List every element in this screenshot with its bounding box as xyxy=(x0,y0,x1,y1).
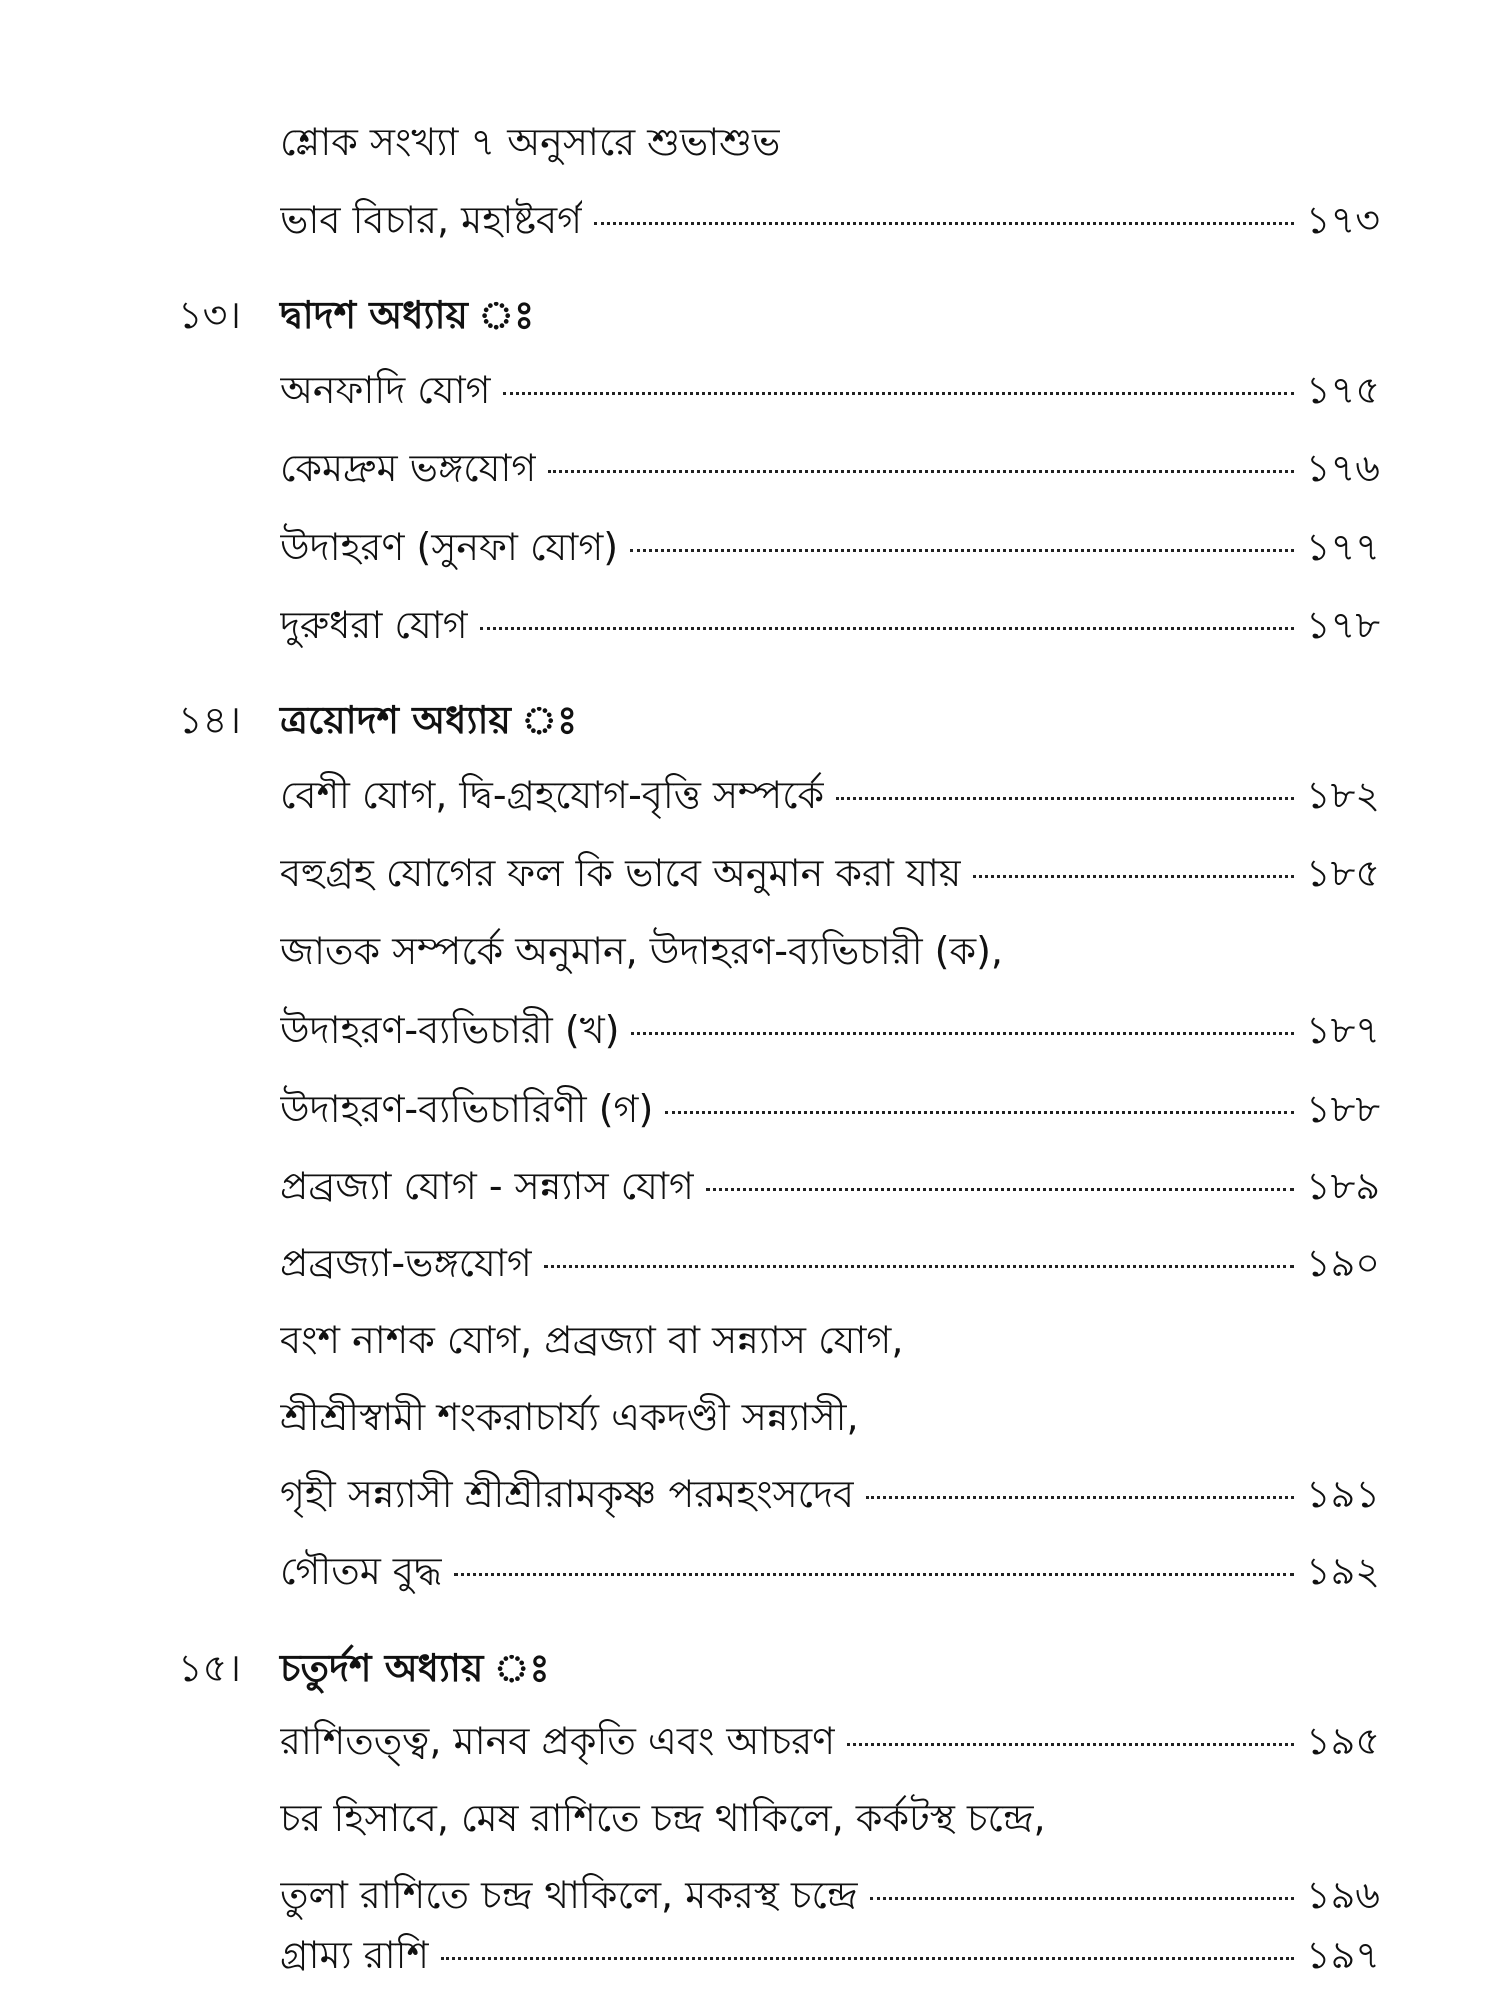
toc-entry xyxy=(280,1156,1380,1216)
toc-page-number: ১৭৭ xyxy=(1305,525,1380,569)
chapter-heading xyxy=(178,1638,550,1698)
toc-entry-text: বংশ নাশক যোগ, প্রব্রজ্যা বা সন্ন্যাস যোগ, xyxy=(280,1318,904,1362)
dot-leader xyxy=(503,392,1294,395)
toc-page-number: ১৯১ xyxy=(1306,1472,1380,1516)
toc-entry-text: কেমদ্রুম ভঙ্গযোগ xyxy=(280,446,537,490)
toc-entry-text: শ্রীশ্রীস্বামী শংকরাচার্য্য একদণ্ডী সন্ন্যাসী, xyxy=(280,1395,859,1439)
dot-leader xyxy=(454,1573,1294,1576)
toc-entry-text: উদাহরণ-ব্যভিচারী (খ) xyxy=(280,1008,620,1052)
dot-leader xyxy=(594,222,1294,225)
toc-page-number: ১৮৯ xyxy=(1306,1164,1380,1208)
toc-entry-continuation xyxy=(280,1310,1380,1370)
toc-page-number: ১৮২ xyxy=(1305,773,1380,817)
toc-entry-continuation xyxy=(280,112,1380,172)
dot-leader xyxy=(480,627,1294,630)
toc-entry xyxy=(280,1541,1380,1601)
toc-page-number: ১৯৫ xyxy=(1306,1719,1380,1763)
toc-page-number: ১৯২ xyxy=(1305,1549,1380,1593)
toc-page-number: ১৮৫ xyxy=(1306,851,1380,895)
toc-page-number: ১৮৮ xyxy=(1306,1087,1380,1131)
toc-entry xyxy=(280,1233,1380,1293)
dot-leader xyxy=(836,797,1294,800)
toc-entry xyxy=(280,1865,1380,1925)
dot-leader xyxy=(631,1032,1293,1035)
toc-entry xyxy=(280,517,1380,577)
chapter-heading xyxy=(178,690,577,750)
toc-entry-text: তুলা রাশিতে চন্দ্র থাকিলে, মকরস্থ চন্দ্রে xyxy=(280,1873,858,1917)
toc-entry-continuation xyxy=(280,921,1380,981)
dot-leader xyxy=(847,1743,1294,1746)
dot-leader xyxy=(665,1111,1294,1114)
toc-entry-text: অনফাদি যোগ xyxy=(280,368,491,412)
toc-page-number: ১৯৬ xyxy=(1305,1873,1380,1917)
chapter-title: ত্রয়োদশ অধ্যায় ঃ xyxy=(280,698,578,742)
toc-entry-text: উদাহরণ-ব্যভিচারিণী (গ) xyxy=(280,1087,654,1131)
toc-entry xyxy=(280,595,1380,655)
dot-leader xyxy=(706,1188,1294,1191)
toc-entry-text: প্রব্রজ্যা-ভঙ্গযোগ xyxy=(280,1241,532,1285)
toc-page-number: ১৮৭ xyxy=(1305,1008,1380,1052)
chapter-number: ১৩। xyxy=(178,293,241,337)
chapter-heading xyxy=(178,285,534,345)
toc-entry-text: প্রব্রজ্যা যোগ - সন্ন্যাস যোগ xyxy=(280,1164,694,1208)
chapter-title: চতুর্দশ অধ্যায় ঃ xyxy=(280,1646,550,1690)
chapter-number: ১৫। xyxy=(178,1646,241,1690)
toc-entry-text: গ্রাম্য রাশি xyxy=(280,1933,429,1977)
toc-entry xyxy=(280,1079,1380,1139)
toc-page-number: ১৭৩ xyxy=(1305,198,1380,242)
dot-leader xyxy=(544,1265,1294,1268)
toc-entry xyxy=(280,843,1380,903)
dot-leader xyxy=(973,875,1294,878)
toc-entry-text: বহুগ্রহ যোগের ফল কি ভাবে অনুমান করা যায় xyxy=(280,851,962,895)
toc-entry-text: গৌতম বুদ্ধ xyxy=(280,1549,442,1593)
dot-leader xyxy=(870,1897,1294,1900)
toc-page-number: ১৭৬ xyxy=(1305,446,1380,490)
toc-entry xyxy=(280,1000,1380,1060)
toc-page-number: ১৭৫ xyxy=(1305,368,1380,412)
toc-entry xyxy=(280,360,1380,420)
toc-entry xyxy=(280,438,1380,498)
dot-leader xyxy=(441,1957,1294,1960)
toc-page-number: ১৯৭ xyxy=(1305,1933,1380,1977)
toc-entry xyxy=(280,765,1380,825)
toc-entry-text: দুরুধরা যোগ xyxy=(280,603,468,647)
chapter-title: দ্বাদশ অধ্যায় ঃ xyxy=(280,293,535,337)
toc-page-number: ১৯০ xyxy=(1305,1241,1380,1285)
dot-leader xyxy=(630,549,1294,552)
toc-entry-text: জাতক সম্পর্কে অনুমান, উদাহরণ-ব্যভিচারী (ক), xyxy=(280,929,1003,973)
toc-entry-text: শ্লোক সংখ্যা ৭ অনুসারে শুভাশুভ xyxy=(280,120,781,164)
toc-entry-text: বেশী যোগ, দ্বি-গ্রহযোগ-বৃত্তি সম্পর্কে xyxy=(280,773,825,817)
toc-entry-text: ভাব বিচার, মহাষ্টবর্গ xyxy=(280,198,583,242)
dot-leader xyxy=(866,1496,1294,1499)
toc-page-number: ১৭৮ xyxy=(1305,603,1380,647)
toc-entry xyxy=(280,190,1380,250)
toc-entry-continuation xyxy=(280,1788,1380,1848)
toc-entry xyxy=(280,1925,1380,1985)
toc-entry-text: চর হিসাবে, মেষ রাশিতে চন্দ্র থাকিলে, কর্কটস্থ চন্দ্রে, xyxy=(280,1796,1046,1840)
toc-entry-text: রাশিতত্ত্ব, মানব প্রকৃতি এবং আচরণ xyxy=(280,1719,836,1763)
toc-entry xyxy=(280,1711,1380,1771)
dot-leader xyxy=(548,470,1294,473)
chapter-number: ১৪। xyxy=(178,698,241,742)
toc-entry-text: উদাহরণ (সুনফা যোগ) xyxy=(280,525,619,569)
toc-entry-text: গৃহী সন্ন্যাসী শ্রীশ্রীরামকৃষ্ণ পরমহংসদেব xyxy=(280,1472,855,1516)
toc-entry xyxy=(280,1464,1380,1524)
toc-entry-continuation xyxy=(280,1387,1380,1447)
